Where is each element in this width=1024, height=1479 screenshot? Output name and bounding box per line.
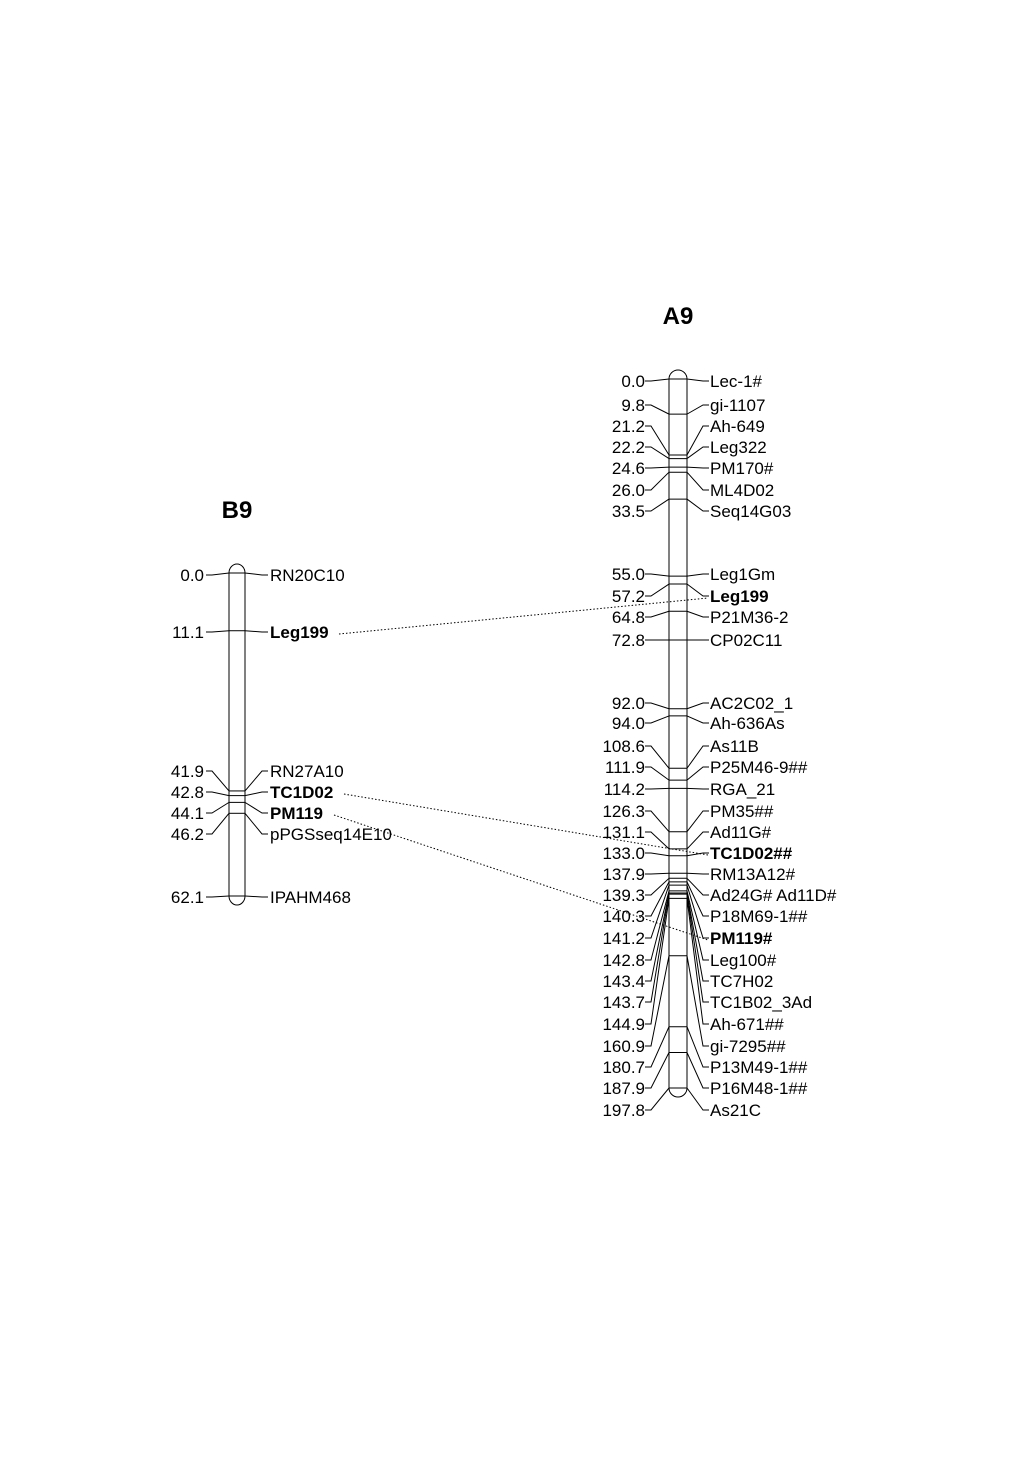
marker-connector-left: [645, 703, 669, 709]
marker-position: 21.2: [611, 417, 645, 436]
marker-name: Ah-649: [710, 417, 765, 436]
marker-position: 26.0: [611, 481, 645, 500]
marker-position: 126.3: [602, 802, 645, 821]
marker-position: 114.2: [603, 780, 645, 799]
marker-name: CP02C11: [710, 631, 783, 650]
marker-position: 133.0: [602, 844, 645, 863]
marker-name: P16M48-1##: [710, 1079, 808, 1098]
marker-connector-right: [687, 878, 709, 895]
marker-name: PM170#: [710, 459, 774, 478]
marker-connector-left: [206, 802, 229, 813]
marker-name: Seq14G03: [710, 502, 792, 521]
marker-connector-right: [245, 896, 268, 897]
marker-connector-left: [645, 853, 669, 856]
marker-position: 44.1: [170, 804, 204, 823]
marker-position: 187.9: [602, 1079, 645, 1098]
marker-connector-right: [245, 631, 268, 632]
marker-position: 92.0: [611, 694, 645, 713]
chromosome-b9: [171, 497, 392, 907]
marker-connector-left: [206, 771, 229, 791]
marker-position: 46.2: [170, 825, 204, 844]
marker-position: 0.0: [180, 566, 204, 585]
marker-connector-right: [687, 467, 709, 468]
marker-connector-left: [206, 792, 229, 796]
marker-connector-left: [645, 467, 669, 468]
marker-connector-left: [206, 896, 229, 897]
marker-connector-right: [687, 788, 709, 789]
marker-name: AC2C02_1: [710, 694, 794, 713]
marker-connector-right: [687, 574, 709, 576]
marker-position: 72.8: [611, 631, 645, 650]
marker-connector-left: [645, 1027, 669, 1067]
marker-name: gi-7295##: [710, 1037, 786, 1056]
marker-position: 141.2: [602, 929, 645, 948]
marker-position: 160.9: [602, 1037, 645, 1056]
marker-position: 64.8: [611, 608, 645, 627]
marker-name: P18M69-1##: [710, 907, 808, 926]
marker-position: 197.8: [602, 1101, 645, 1120]
marker-name: TC1D02: [270, 783, 334, 802]
marker-position: 24.6: [611, 459, 645, 478]
marker-position: 139.3: [602, 886, 645, 905]
marker-connector-left: [645, 472, 669, 490]
marker-name: Ah-671##: [710, 1015, 784, 1034]
marker-position: 33.5: [611, 502, 645, 521]
marker-position: 57.2: [611, 587, 645, 606]
marker-name: RN27A10: [270, 762, 344, 781]
marker-position: 143.7: [602, 993, 645, 1012]
marker-connector-right: [687, 746, 709, 768]
marker-position: 94.0: [611, 714, 645, 733]
marker-position: 108.6: [602, 737, 645, 756]
marker-name: TC1B02_3Ad: [710, 993, 813, 1012]
marker-connector-right: [687, 405, 709, 414]
chromosome-body-b9: [229, 564, 245, 905]
marker-name: pPGSseq14E10: [270, 825, 392, 844]
marker-name: Leg199: [710, 587, 769, 606]
marker-connector-left: [645, 716, 669, 723]
chromosome-outline: [229, 564, 245, 905]
marker-connector-left: [645, 584, 669, 596]
marker-connector-left: [645, 788, 669, 789]
marker-connector-left: [645, 767, 669, 780]
marker-position: 42.8: [170, 783, 204, 802]
marker-name: RN20C10: [270, 566, 345, 585]
marker-connector-left: [645, 574, 669, 576]
marker-connector-left: [206, 631, 229, 632]
chromosome-title-b9: B9: [221, 497, 253, 524]
marker-name: IPAHM468: [270, 888, 351, 907]
marker-connector-left: [645, 832, 669, 849]
marker-name: Lec-1#: [710, 372, 762, 391]
marker-connector-right: [687, 1053, 709, 1088]
marker-name: TC1D02##: [710, 844, 793, 863]
marker-connector-left: [645, 811, 669, 832]
marker-position: 111.9: [604, 758, 645, 777]
marker-name: P21M36-2: [710, 608, 789, 627]
chromosome-title-a9: A9: [662, 303, 694, 330]
marker-connector-right: [245, 802, 268, 813]
marker-position: 41.9: [170, 762, 204, 781]
marker-name: Ah-636As: [710, 714, 785, 733]
marker-connector-right: [687, 611, 709, 617]
marker-name: RM13A12#: [710, 865, 796, 884]
marker-connector-right: [687, 811, 709, 832]
marker-connector-left: [645, 499, 669, 511]
marker-connector-right: [245, 771, 268, 791]
marker-name: P25M46-9##: [710, 758, 808, 777]
marker-name: Leg199: [270, 623, 329, 642]
marker-connector-left: [645, 379, 669, 381]
marker-connector-right: [687, 853, 709, 856]
marker-name: gi-1107: [710, 396, 766, 415]
marker-name: As21C: [710, 1101, 762, 1120]
homology-links: [334, 598, 708, 940]
marker-connector-left: [645, 873, 669, 874]
marker-connector-right: [687, 873, 709, 874]
marker-connector-right: [245, 813, 268, 834]
marker-position: 143.4: [602, 972, 645, 991]
marker-position: 22.2: [611, 438, 645, 457]
marker-name: PM119: [270, 804, 323, 823]
marker-connector-left: [645, 405, 669, 414]
marker-connector-left: [206, 573, 229, 575]
marker-position: 11.1: [172, 623, 204, 642]
marker-name: Leg322: [710, 438, 767, 457]
marker-connector-left: [645, 956, 669, 1046]
marker-position: 9.8: [621, 396, 645, 415]
chromosome-body-a9: [669, 370, 687, 1097]
marker-connector-left: [645, 746, 669, 768]
marker-name: RGA_21: [710, 780, 776, 799]
marker-position: 55.0: [611, 565, 645, 584]
marker-position: 140.3: [602, 907, 645, 926]
marker-connector-left: [206, 813, 229, 834]
marker-position: 142.8: [602, 951, 645, 970]
marker-name: TC7H02: [710, 972, 774, 991]
marker-connector-right: [687, 584, 709, 596]
marker-position: 62.1: [170, 888, 204, 907]
marker-connector-left: [645, 1088, 669, 1110]
marker-name: Leg1Gm: [710, 565, 776, 584]
marker-position: 131.1: [602, 823, 645, 842]
marker-connector-left: [645, 1053, 669, 1088]
marker-name: P13M49-1##: [710, 1058, 808, 1077]
marker-name: Ad11G#: [710, 823, 772, 842]
marker-connector-right: [687, 832, 709, 849]
marker-name: Leg100#: [710, 951, 777, 970]
marker-connector-right: [687, 379, 709, 381]
marker-position: 137.9: [602, 865, 645, 884]
marker-connector-right: [687, 703, 709, 709]
marker-connector-right: [245, 792, 268, 796]
marker-connector-right: [687, 1088, 709, 1110]
marker-name: As11B: [710, 737, 759, 756]
marker-connector-left: [645, 878, 669, 895]
marker-connector-right: [687, 472, 709, 490]
marker-name: Ad24G# Ad11D#: [710, 886, 837, 905]
marker-connector-right: [687, 767, 709, 780]
marker-name: ML4D02: [710, 481, 775, 500]
marker-connector-right: [245, 573, 268, 575]
marker-connector-right: [687, 499, 709, 511]
marker-position: 180.7: [602, 1058, 645, 1077]
homology-link-tc1d02: [344, 794, 708, 855]
chromosome-outline: [669, 370, 687, 1097]
marker-name: PM35##: [710, 802, 774, 821]
marker-position: 144.9: [602, 1015, 645, 1034]
marker-position: 0.0: [621, 372, 645, 391]
chromosome-a9: [602, 303, 836, 1120]
marker-connector-left: [645, 611, 669, 617]
marker-name: PM119#: [710, 929, 773, 948]
marker-connector-right: [687, 716, 709, 723]
